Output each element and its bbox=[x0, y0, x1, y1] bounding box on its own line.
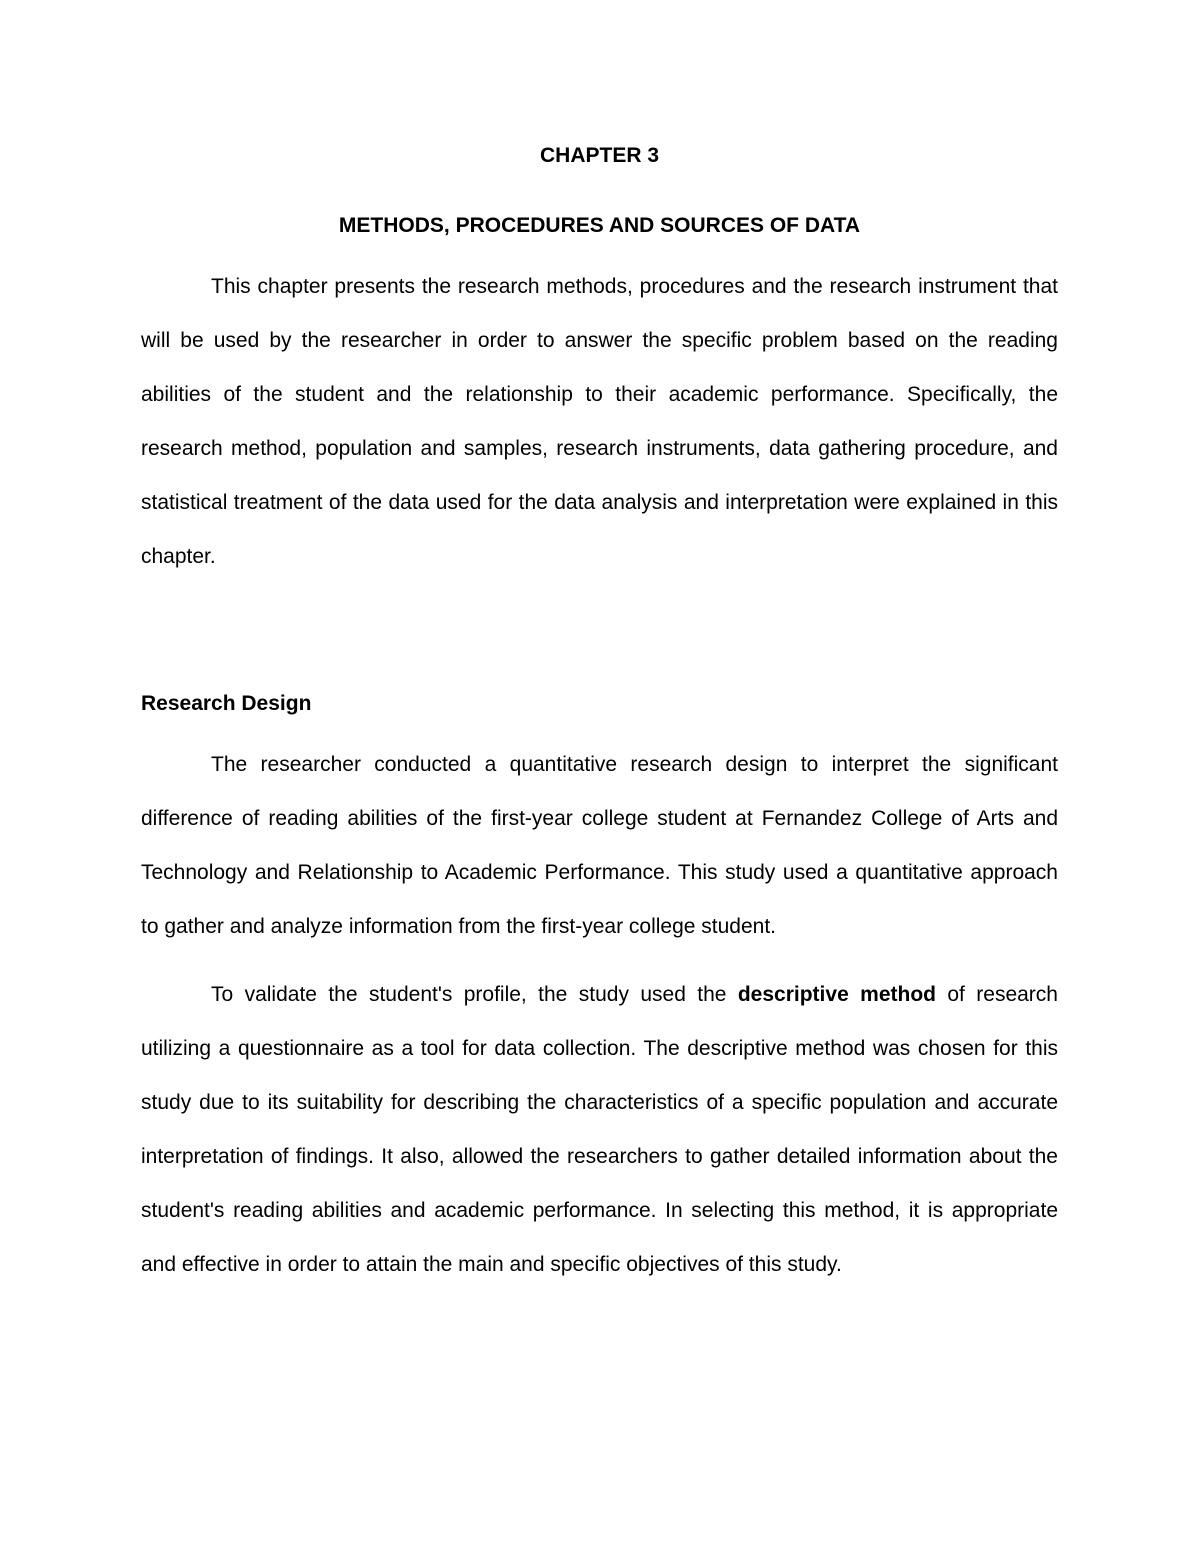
research-design-paragraph-2 bbox=[141, 968, 1058, 1292]
research-design-heading: Research Design bbox=[141, 692, 312, 715]
chapter-title: CHAPTER 3 bbox=[539, 144, 660, 167]
descriptive-method-emphasis: descriptive method bbox=[737, 983, 936, 1006]
section-title: METHODS, PROCEDURES AND SOURCES OF DATA bbox=[338, 214, 861, 237]
intro-paragraph: This chapter presents the research methods, procedures and the research instrument that will be used by the researcher in order to answer the specific problem based on the reading abilities of the student and the relationship to their academic performance. Specifically, the research method, population and samples, research instruments, data gathering procedure, and statistical treatment of the data used for the data analysis and interpretation were explained in this chapter. bbox=[141, 275, 1058, 568]
document-content bbox=[141, 138, 1058, 1292]
paragraph-2-text-before: To validate the student's profile, the study used the bbox=[211, 983, 738, 1006]
paragraph-2-text-after: of research utilizing a questionnaire as a tool for data collection. The descriptive method was chosen for this study due to its suitability for describing the characteristics of a specific population and accurate interpretation of findings. It also, allowed the researchers to gather detailed information about the student's reading abilities and academic performance. In selecting this method, it is appropriate and effective in order to attain the main and specific objectives of this study. bbox=[141, 983, 1058, 1276]
research-design-paragraph-1: The researcher conducted a quantitative research design to interpret the significant difference of reading abilities of the first-year college student at Fernandez College of Arts and Technology and Relationship to Academic Performance. This study used a quantitative approach to gather and analyze information from the first-year college student. bbox=[141, 753, 1058, 938]
